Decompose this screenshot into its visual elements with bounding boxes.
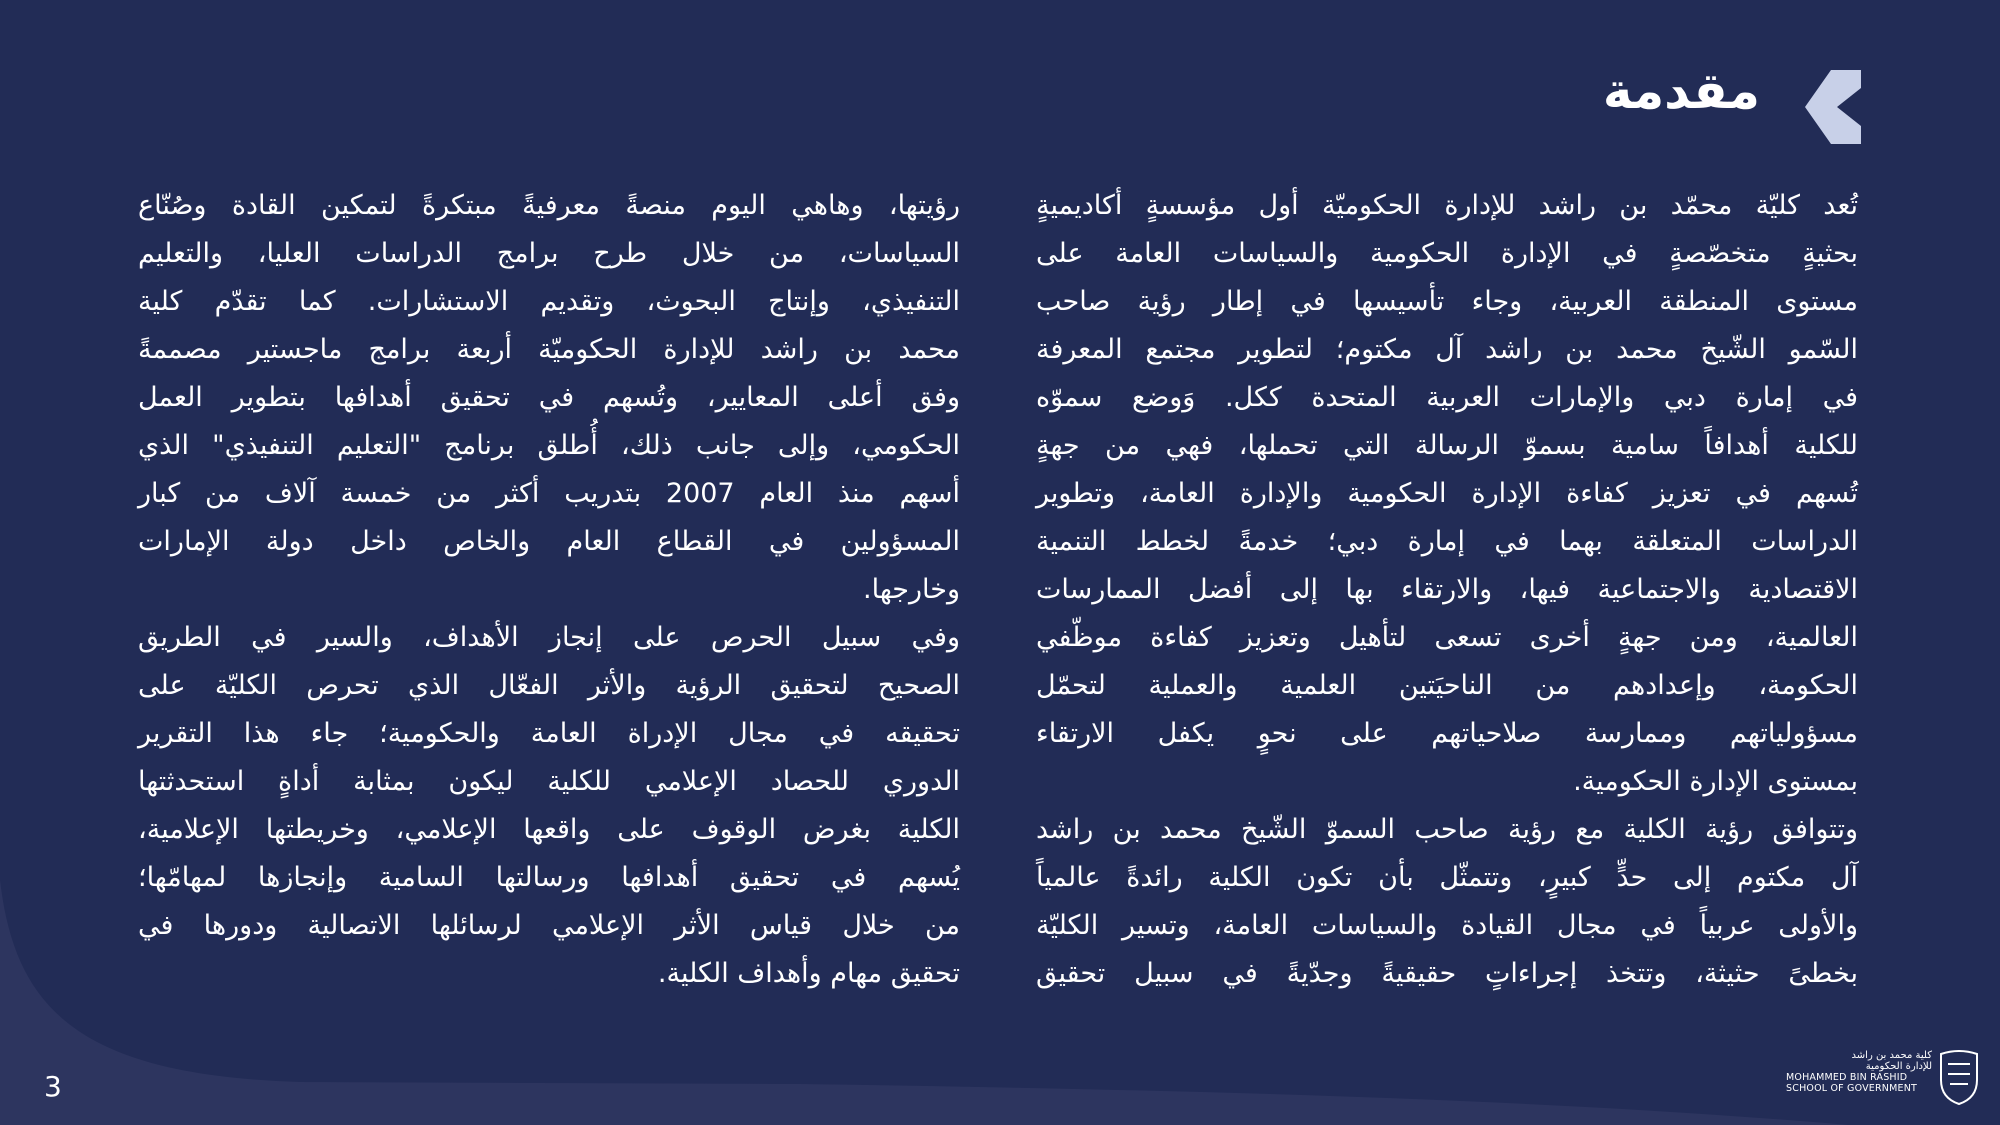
- logo-english-line-2: SCHOOL OF GOVERNMENT: [1786, 1083, 1918, 1094]
- text-line: التنفيذي، وإنتاج البحوث، وتقديم الاستشارات. كما تقدّم كلية: [138, 286, 960, 317]
- text-line: وتتوافق رؤية الكلية مع رؤية صاحب السموّ الشّيخ محمد بن راشد: [1036, 814, 1858, 845]
- text-line: بحثيةٍ متخصّصةٍ في الإدارة الحكومية والسياسات العامة على: [1036, 238, 1858, 269]
- text-line: الصحيح لتحقيق الرؤية والأثر الفعّال الذي تحرص الكليّة على: [138, 670, 960, 701]
- logo-arabic-line-2: للإدارة الحكومية: [1865, 1061, 1932, 1072]
- text-line: بمستوى الإدارة الحكومية.: [1573, 766, 1858, 797]
- text-line: الكلية بغرض الوقوف على واقعها الإعلامي، وخريطتها الإعلامية،: [138, 814, 960, 845]
- text-line: يُسهم في تحقيق أهدافها ورسالتها السامية وإنجازها لمهامّها؛: [138, 862, 960, 893]
- text-line: محمد بن راشد للإدارة الحكوميّة أربعة برامج ماجستير مصممةً: [138, 334, 960, 365]
- text-line: بخطىً حثيثة، وتتخذ إجراءاتٍ حقيقيةً وجدّيةً في سبيل تحقيق: [1036, 958, 1858, 989]
- text-line: في إمارة دبي والإمارات العربية المتحدة ككل. وَوضع سموّه: [1036, 382, 1858, 413]
- logo-arabic-line-1: كلية محمد بن راشد: [1851, 1050, 1932, 1061]
- text-line: المسؤولين في القطاع العام والخاص داخل دولة الإمارات: [138, 526, 960, 557]
- page-title: مقدمة: [1602, 62, 1760, 120]
- text-line: للكلية أهدافاً سامية بسموّ الرسالة التي تحملها، فهي من جهةٍ: [1036, 430, 1858, 461]
- shield-emblem-icon: [1938, 1050, 1980, 1106]
- text-line: الدراسات المتعلقة بهما في إمارة دبي؛ خدمةً لخطط التنمية: [1036, 526, 1858, 557]
- text-line: والأولى عربياً في مجال القيادة والسياسات العامة، وتسير الكليّة: [1036, 910, 1858, 941]
- text-line: الحكومة، وإعدادهم من الناحيَتين العلمية والعملية لتحمّل: [1036, 670, 1858, 701]
- chevron-left-icon: [1805, 70, 1861, 144]
- text-line: رؤيتها، وهاهي اليوم منصةً معرفيةً مبتكرةً لتمكين القادة وصُنّاع: [138, 190, 960, 221]
- text-line: تحقيقه في مجال الإدراة العامة والحكومية؛ جاء هذا التقرير: [138, 718, 960, 749]
- text-line: السياسات، من خلال طرح برامج الدراسات العليا، والتعليم: [138, 238, 960, 269]
- text-line: وفي سبيل الحرص على إنجاز الأهداف، والسير في الطريق: [138, 622, 960, 653]
- text-line: من خلال قياس الأثر الإعلامي لرسائلها الاتصالية ودورها في: [138, 910, 960, 941]
- text-line: الاقتصادية والاجتماعية فيها، والارتقاء بها إلى أفضل الممارسات: [1036, 574, 1858, 605]
- logo-english-line-1: MOHAMMED BIN RASHID: [1786, 1072, 1908, 1083]
- text-line: أسهم منذ العام 2007 بتدريب أكثر من خمسة آلاف من كبار: [138, 478, 960, 509]
- page-number: 3: [44, 1070, 62, 1103]
- intro-column-right: [1036, 182, 1858, 998]
- text-line: العالمية، ومن جهةٍ أخرى تسعى لتأهيل وتعزيز كفاءة موظّفي: [1036, 622, 1858, 653]
- text-line: تُعد كليّة محمّد بن راشد للإدارة الحكوميّة أول مؤسسةٍ أكاديميةٍ: [1036, 190, 1858, 221]
- school-logo: [1786, 1050, 1980, 1106]
- text-line: وخارجها.: [863, 574, 960, 605]
- text-line: الدوري للحصاد الإعلامي للكلية ليكون بمثابة أداةٍ استحدثتها: [138, 766, 960, 797]
- text-line: مسؤولياتهم وممارسة صلاحياتهم على نحوٍ يكفل الارتقاء: [1036, 718, 1858, 749]
- text-line: الحكومي، وإلى جانب ذلك، أُطلق برنامج "التعليم التنفيذي" الذي: [138, 430, 960, 461]
- text-line: آل مكتوم إلى حدٍّ كبيرٍ، وتتمثّل بأن تكون الكلية رائدةً عالمياً: [1036, 862, 1858, 893]
- intro-column-left: [138, 182, 960, 998]
- text-line: مستوى المنطقة العربية، وجاء تأسيسها في إطار رؤية صاحب: [1036, 286, 1858, 317]
- text-line: تُسهم في تعزيز كفاءة الإدارة الحكومية والإدارة العامة، وتطوير: [1036, 478, 1858, 509]
- text-line: وفق أعلى المعايير، وتُسهم في تحقيق أهدافها بتطوير العمل: [138, 382, 960, 413]
- text-line: تحقيق مهام وأهداف الكلية.: [657, 958, 960, 989]
- text-line: السّمو الشّيخ محمد بن راشد آل مكتوم؛ لتطوير مجتمع المعرفة: [1036, 334, 1858, 365]
